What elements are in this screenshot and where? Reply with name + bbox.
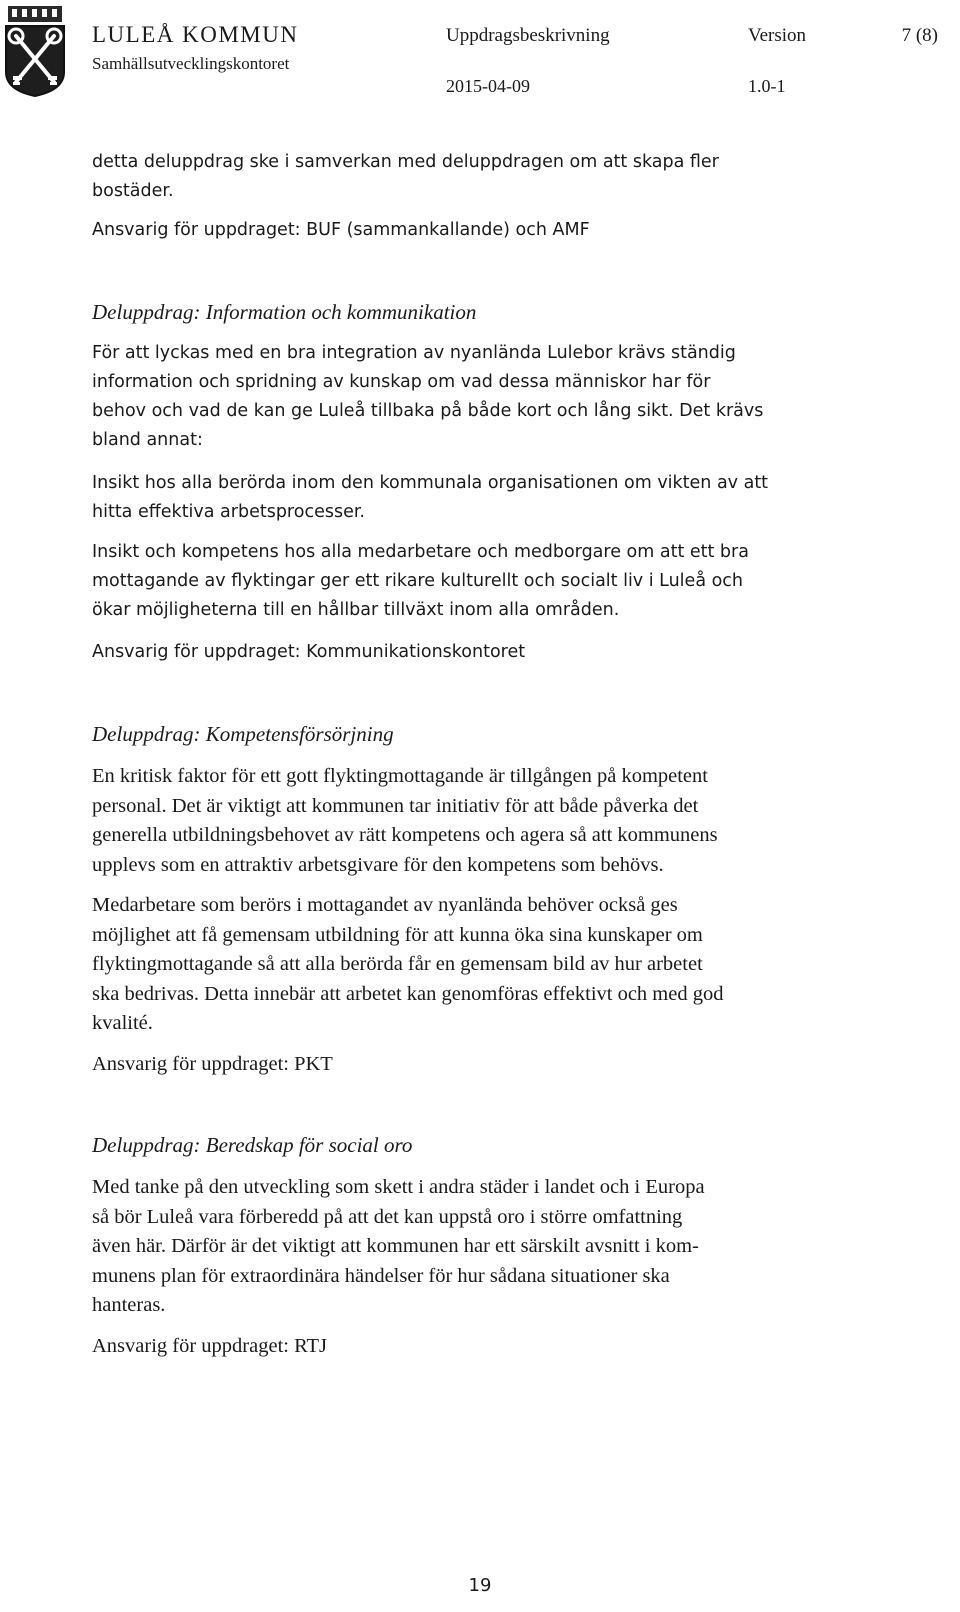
section-information-paragraph-3: Insikt och kompetens hos alla medarbetare och medborgare om att ett bra mottagande av flyktingar ger ett rikare kulturellt och socialt liv i Luleå och ökar möjligheterna till en hållbar tillväxt inom alla områden. [92, 542, 749, 620]
section-competence-responsible: Ansvarig för uppdraget: PKT [92, 1053, 333, 1075]
section-preparedness-responsible: Ansvarig för uppdraget: RTJ [92, 1335, 328, 1357]
section-competence-paragraph-2: Medarbetare som berörs i mottagandet av nyanlända behöver också ges möjlighet att få gemensam utbildning för att kunna öka sina kunskaper om flyktingmottagande så att alla berörda får en gemensam bild av hur arbetet ska bedrivas. Detta innebär att arbetet kan genomföras effektivt och med god kvalité. [92, 894, 724, 1034]
document-date: 2015-04-09 [446, 76, 530, 96]
section-competence-paragraph-1: En kritisk faktor för ett gott flyktingmottagande är tillgången på kompetent personal. Det är viktigt att kommunen tar initiativ för att både påverka det generella utbildningsbehovet av rätt kompetens och agera så att kommunens upplevs som en attraktiv arbetsgivare för den kompetens som behövs. [92, 765, 718, 876]
department-name: Samhällsutvecklingskontoret [92, 54, 290, 73]
section-information-paragraph-2: Insikt hos alla berörda inom den kommunala organisationen om vikten av att hitta effektiva arbetsprocesser. [92, 473, 769, 522]
organization-name: LULEÅ KOMMUN [92, 22, 299, 47]
intro-responsible: Ansvarig för uppdraget: BUF (sammankallande) och AMF [92, 220, 590, 240]
section-information-paragraph-1: För att lyckas med en bra integration av nyanlända Lulebor krävs ständig information och spridning av kunskap om vad dessa människor har för behov och vad de kan ge Luleå tillbaka på både kort och lång sikt. Det krävs bland annat: [92, 343, 764, 450]
lulea-coat-of-arms-keys-icon [2, 4, 68, 98]
section-heading-information: Deluppdrag: Information och kommunikation [92, 300, 477, 324]
section-preparedness-paragraph-1: Med tanke på den utveckling som skett i andra städer i landet och i Europa så bör Luleå vara förberedd på att det kan uppstå oro i större omfattning även här. Därför är det viktigt att kommunen har ett särskilt avsnitt i kom- munens plan för extraordinära händelser för hur sådana situationer ska hanteras. [92, 1176, 705, 1316]
section-information-responsible: Ansvarig för uppdraget: Kommunikationskontoret [92, 642, 526, 662]
section-heading-competence: Deluppdrag: Kompetensförsörjning [92, 722, 394, 746]
version-label: Version [748, 25, 807, 46]
footer-page-number: 19 [468, 1575, 492, 1596]
version-number: 1.0-1 [748, 76, 786, 96]
intro-paragraph: detta deluppdrag ske i samverkan med deluppdragen om att skapa fler bostäder. [92, 152, 719, 201]
document-type: Uppdragsbeskrivning [446, 25, 610, 46]
page-indicator: 7 (8) [901, 25, 938, 46]
section-heading-preparedness: Deluppdrag: Beredskap för social oro [92, 1133, 413, 1157]
